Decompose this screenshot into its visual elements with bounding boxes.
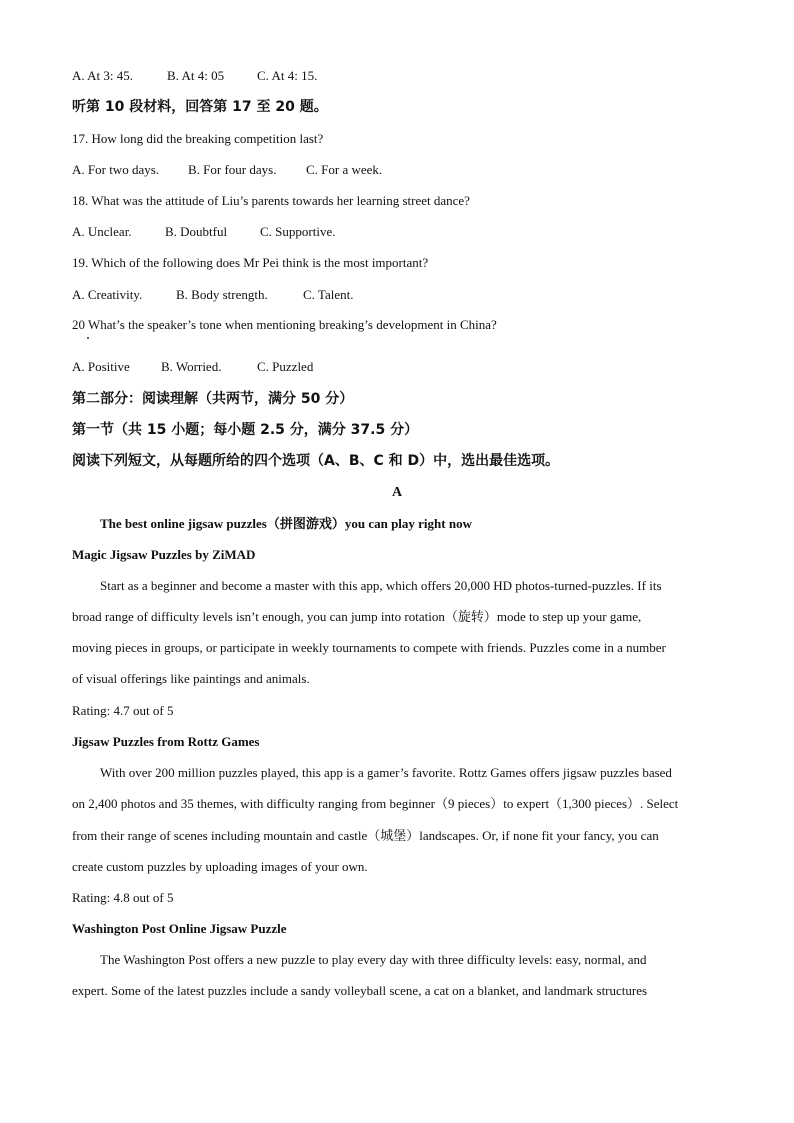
option-b: B. Body strength.: [176, 287, 268, 302]
option-b: B. Worried.: [161, 359, 222, 374]
option-c: C. At 4: 15.: [257, 68, 318, 83]
app-2-name: Jigsaw Puzzles from Rottz Games: [72, 734, 260, 749]
app-1-line-3: moving pieces in groups, or participate in weekly tournaments to compete with friends. Puzzles come in a number: [72, 640, 666, 655]
option-c: C. Puzzled: [257, 359, 314, 374]
app-2-line-3: from their range of scenes including mountain and castle（城堡）landscapes. Or, if none fit your fancy, you can: [72, 828, 659, 843]
option-a: A. For two days.: [72, 162, 160, 177]
option-c: C. For a week.: [306, 162, 383, 177]
app-2-line-2: on 2,400 photos and 35 themes, with difficulty ranging from beginner（9 pieces）to expert（1,300 pieces）. Select: [72, 796, 679, 811]
part2-heading: 第二部分：阅读理解（共两节，满分 50 分）: [72, 391, 354, 407]
option-a: A. Positive: [72, 359, 130, 374]
app-2-line-4: create custom puzzles by uploading images of your own.: [72, 859, 368, 874]
q17-stem: 17. How long did the breaking competition last?: [72, 131, 324, 146]
q19-options: [72, 287, 353, 303]
app-3-line-1: The Washington Post offers a new puzzle to play every day with three difficulty levels: easy, normal, and: [100, 952, 647, 967]
app-1-rating: Rating: 4.7 out of 5: [72, 703, 174, 718]
app-1-line-2: broad range of difficulty levels isn’t enough, you can jump into rotation（旋转）mode to step up your game,: [72, 609, 642, 624]
option-b: B. For four days.: [188, 162, 277, 177]
passage-title: The best online jigsaw puzzles（拼图游戏）you can play right now: [100, 516, 472, 531]
app-3-name: Washington Post Online Jigsaw Puzzle: [72, 921, 287, 936]
reading-instructions: 阅读下列短文，从每题所给的四个选项（A、B、C 和 D）中，选出最佳选项。: [72, 453, 560, 469]
section1-heading: 第一节（共 15 小题；每小题 2.5 分，满分 37.5 分）: [72, 422, 419, 438]
q18-stem: 18. What was the attitude of Liu’s parents towards her learning street dance?: [72, 193, 470, 208]
q19-stem: 19. Which of the following does Mr Pei think is the most important?: [72, 255, 429, 270]
q16-options: [72, 68, 317, 84]
q20-stem: 20 What’s the speaker’s tone when mentioning breaking’s development in China?: [72, 317, 497, 332]
app-1-line-4: of visual offerings like paintings and animals.: [72, 671, 310, 686]
option-c: C. Talent.: [303, 287, 354, 302]
passage10-heading: 听第 10 段材料，回答第 17 至 20 题。: [72, 99, 328, 115]
stray-dot: [87, 337, 89, 339]
app-2-rating: Rating: 4.8 out of 5: [72, 890, 174, 905]
option-c: C. Supportive.: [260, 224, 336, 239]
option-b: B. Doubtful: [165, 224, 228, 239]
q18-options: [72, 224, 335, 240]
option-a: A. Creativity.: [72, 287, 143, 302]
option-a: A. Unclear.: [72, 224, 132, 239]
q17-options: [72, 162, 382, 178]
app-3-line-2: expert. Some of the latest puzzles include a sandy volleyball scene, a cat on a blanket, and landmark structures: [72, 983, 648, 998]
app-1-line-1: Start as a beginner and become a master with this app, which offers 20,000 HD photos-turned-puzzles. If its: [100, 578, 662, 593]
option-b: B. At 4: 05: [167, 68, 225, 83]
option-a: A. At 3: 45.: [72, 68, 134, 83]
passage-letter: A: [391, 485, 403, 500]
app-1-name: Magic Jigsaw Puzzles by ZiMAD: [72, 547, 256, 562]
q20-options: [72, 359, 313, 375]
app-2-line-1: With over 200 million puzzles played, this app is a gamer’s favorite. Rottz Games offers jigsaw puzzles based: [100, 765, 672, 780]
